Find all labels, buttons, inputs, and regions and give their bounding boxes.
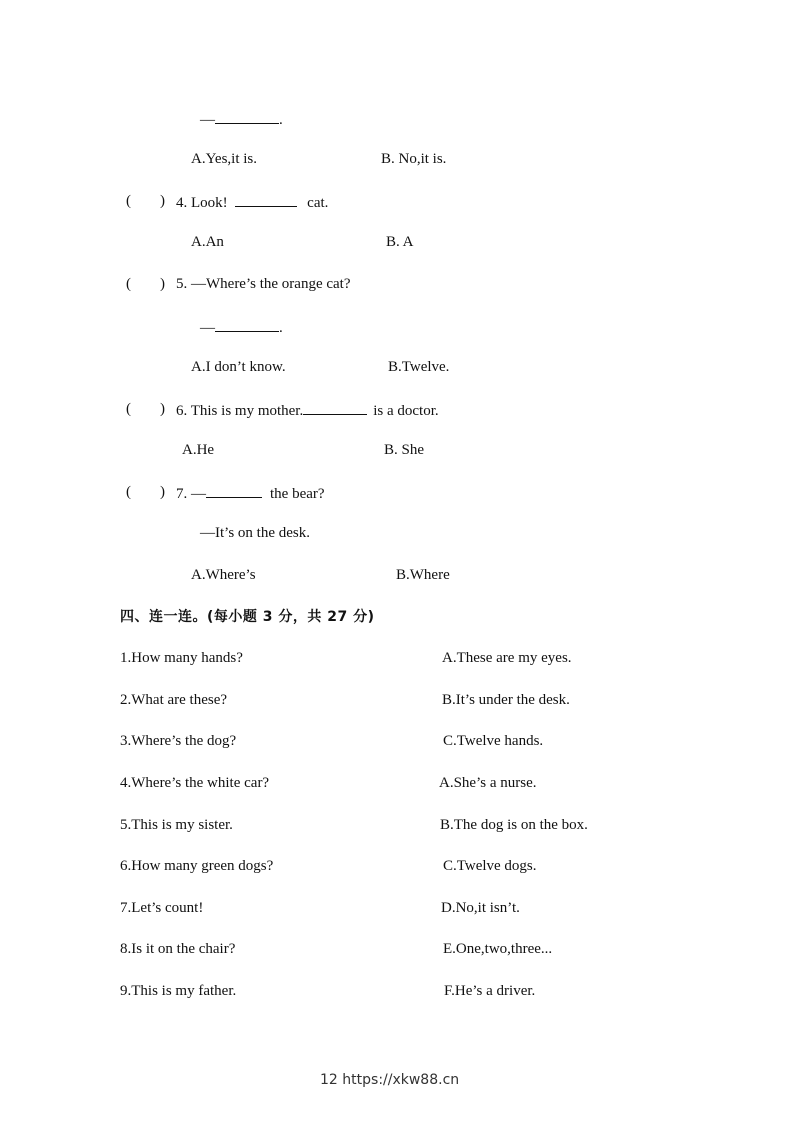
q7-stem-after: the bear? <box>270 486 325 502</box>
match-left-item[interactable]: 1.How many hands? <box>120 650 243 666</box>
q6-paren-close: ) <box>160 401 165 417</box>
match-right-item[interactable]: B.It’s under the desk. <box>442 692 570 708</box>
q6-paren-open[interactable]: ( <box>126 401 131 417</box>
q5-paren-open[interactable]: ( <box>126 276 131 292</box>
q4-paren-close: ) <box>160 193 165 209</box>
match-left-item[interactable]: 3.Where’s the dog? <box>120 733 237 749</box>
page-footer <box>320 1071 459 1089</box>
match-right-item[interactable]: A.She’s a nurse. <box>439 775 537 791</box>
q4-option-b: B. A <box>386 234 414 250</box>
section4-heading: 四、连一连。(每小题 3 分，共 27 分) <box>120 609 375 625</box>
match-right-item[interactable]: C.Twelve dogs. <box>443 858 537 874</box>
q5-answer-end: . <box>279 320 283 336</box>
match-left-item[interactable]: 5.This is my sister. <box>120 817 233 833</box>
q7-paren-close: ) <box>160 484 165 500</box>
q5-answer-dash: — <box>200 320 215 336</box>
q6-option-b: B. She <box>384 442 425 458</box>
match-right-item[interactable]: F.He’s a driver. <box>444 983 536 999</box>
q7-blank[interactable] <box>206 483 262 498</box>
match-right-item[interactable]: D.No,it isn’t. <box>441 900 520 916</box>
q7-stem <box>176 483 325 503</box>
match-right-item[interactable]: C.Twelve hands. <box>443 733 544 749</box>
match-left-item[interactable]: 4.Where’s the white car? <box>120 775 270 791</box>
q6-stem-after: is a doctor. <box>373 403 439 419</box>
q7-stem-before: 7. — <box>176 486 206 502</box>
q5-blank[interactable] <box>215 317 279 332</box>
match-right-item[interactable]: A.These are my eyes. <box>442 650 572 666</box>
q6-stem <box>176 400 439 420</box>
q5-option-a: A.I don’t know. <box>191 359 286 375</box>
q5-paren-close: ) <box>160 276 165 292</box>
match-right-item[interactable]: E.One,two,three... <box>443 941 553 957</box>
q4-option-a: A.An <box>191 234 224 250</box>
q7-answer: —It’s on the desk. <box>200 525 310 541</box>
q4-stem-before: 4. Look! <box>176 195 228 211</box>
q4-paren-open[interactable]: ( <box>126 193 131 209</box>
match-left-item[interactable]: 7.Let’s count! <box>120 900 204 916</box>
q7-option-b: B.Where <box>396 567 450 583</box>
q4-stem-after: cat. <box>307 195 329 211</box>
q4-stem <box>176 192 328 212</box>
q3-option-b: B. No,it is. <box>381 151 447 167</box>
footer-url[interactable]: https://xkw88.cn <box>342 1072 460 1088</box>
q3-blank[interactable] <box>215 109 279 124</box>
match-left-item[interactable]: 6.How many green dogs? <box>120 858 274 874</box>
match-right-item[interactable]: B.The dog is on the box. <box>440 817 588 833</box>
q3-answer-end: . <box>279 112 283 128</box>
q3-answer-line <box>200 109 283 129</box>
q6-blank[interactable] <box>303 400 367 415</box>
q3-option-a: A.Yes,it is. <box>191 151 257 167</box>
q5-option-b: B.Twelve. <box>388 359 450 375</box>
q7-option-a: A.Where’s <box>191 567 256 583</box>
q4-blank[interactable] <box>235 192 297 207</box>
q3-answer-dash: — <box>200 112 215 128</box>
match-left-item[interactable]: 8.Is it on the chair? <box>120 941 236 957</box>
match-left-item[interactable]: 2.What are these? <box>120 692 228 708</box>
q5-answer-line <box>200 317 283 337</box>
page-number: 12 <box>320 1072 338 1088</box>
q6-stem-before: 6. This is my mother. <box>176 403 304 419</box>
q5-stem: 5. —Where’s the orange cat? <box>176 276 351 292</box>
q7-paren-open[interactable]: ( <box>126 484 131 500</box>
match-left-item[interactable]: 9.This is my father. <box>120 983 237 999</box>
q6-option-a: A.He <box>182 442 215 458</box>
